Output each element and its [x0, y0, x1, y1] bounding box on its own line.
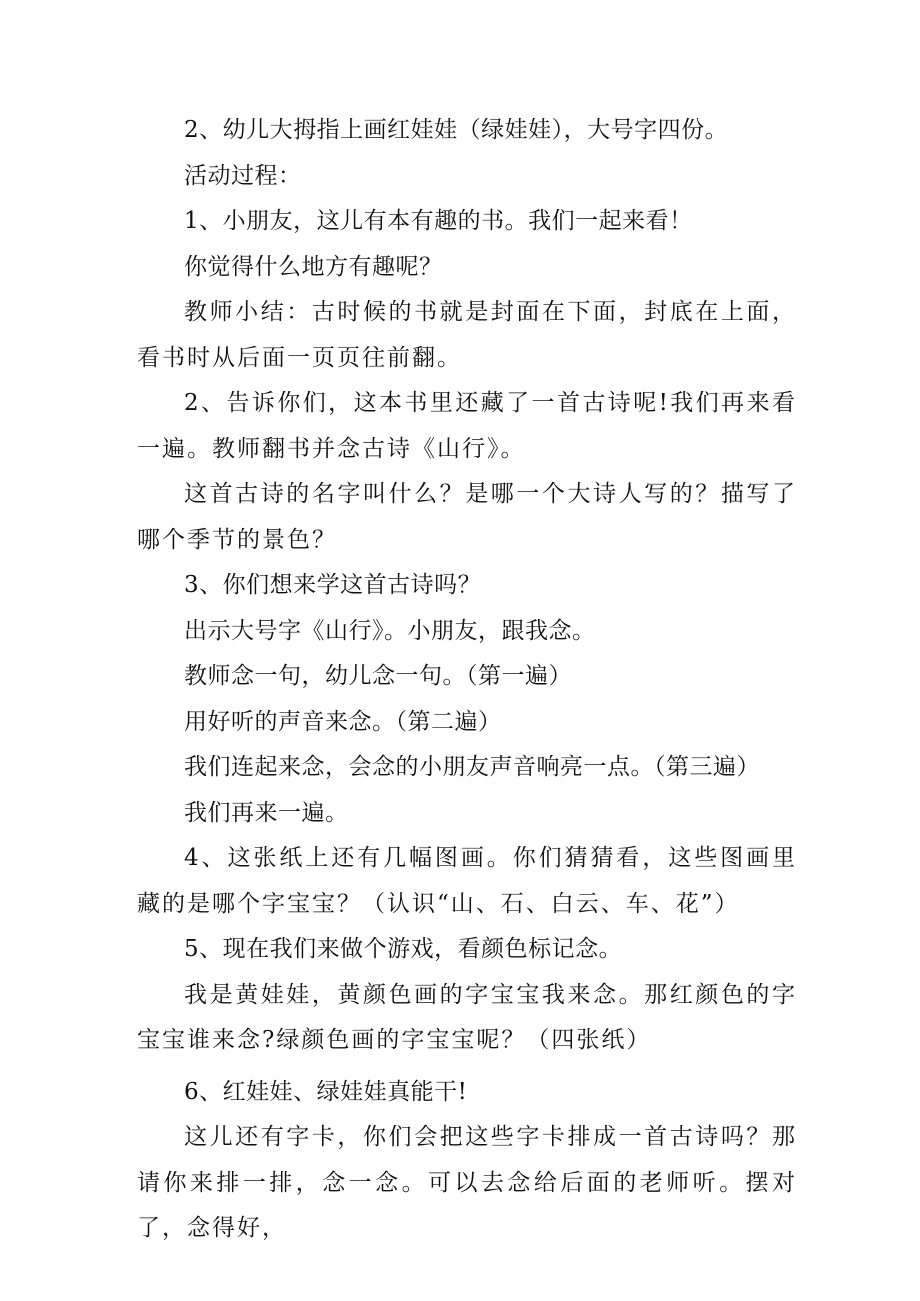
paragraph: 2、告诉你们，这本书里还藏了一首古诗呢!我们再来看一遍。教师翻书并念古诗《山行》。	[137, 390, 797, 462]
paragraph: 教师念一句，幼儿念一句。（第一遍）	[184, 663, 572, 689]
paragraph: 活动过程：	[184, 162, 302, 189]
paragraph: 用好听的声音来念。（第二遍）	[184, 708, 502, 735]
paragraph: 这首古诗的名字叫什么？是哪一个大诗人写的？描写了哪个季节的景色？	[137, 481, 797, 553]
paragraph: 6、红娃娃、绿娃娃真能干!	[184, 1078, 468, 1105]
paragraph: 我们再来一遍。	[184, 799, 349, 826]
paragraph: 教师小结：古时候的书就是封面在下面，封底在上面，看书时从后面一页页往前翻。	[137, 299, 797, 371]
paragraph: 1、小朋友，这儿有本有趣的书。我们一起来看！	[184, 208, 693, 234]
paragraph: 你觉得什么地方有趣呢？	[184, 253, 443, 280]
paragraph: 3、你们想来学这首古诗吗？	[184, 572, 482, 598]
document-body	[137, 108, 797, 1252]
paragraph: 2、幼儿大拇指上画红娃娃（绿娃娃），大号字四份。	[184, 117, 729, 143]
paragraph: 我们连起来念，会念的小朋友声音响亮一点。（第三遍）	[184, 754, 760, 780]
paragraph: 出示大号字《山行》。小朋友，跟我念。	[184, 617, 596, 644]
paragraph: 我是黄娃娃，黄颜色画的字宝宝我来念。那红颜色的字宝宝谁来念?绿颜色画的字宝宝呢？（四张纸）	[137, 981, 797, 1053]
paragraph: 5、现在我们来做个游戏，看颜色标记念。	[184, 936, 623, 962]
paragraph: 4、这张纸上还有几幅图画。你们猜猜看，这些图画里藏的是哪个字宝宝？（认识“山、石、白云、车、花”）	[137, 845, 797, 917]
paragraph: 这儿还有字卡，你们会把这些字卡排成一首古诗吗？那请你来排一排，念一念。可以去念给后面的老师听。摆对了，念得好，	[137, 1124, 797, 1241]
